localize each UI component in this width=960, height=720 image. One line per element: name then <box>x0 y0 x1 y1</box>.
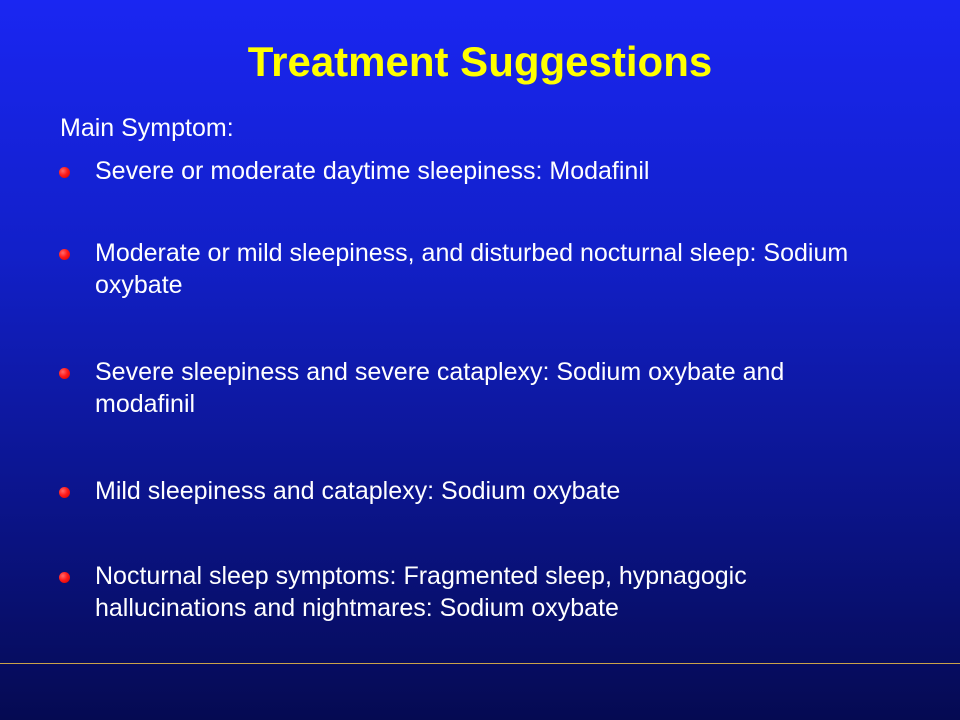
slide-title: Treatment Suggestions <box>247 38 713 85</box>
bullet-item <box>52 237 882 301</box>
red-dot-bullet-icon <box>59 368 70 379</box>
red-dot-bullet-icon <box>59 249 70 260</box>
bullet-text: Moderate or mild sleepiness, and disturbed nocturnal sleep: Sodium oxybate <box>95 239 849 299</box>
slide-subtitle: Main Symptom: <box>60 114 234 142</box>
red-dot-bullet-icon <box>59 572 70 583</box>
bullet-text: Severe sleepiness and severe cataplexy: Sodium oxybate and modafinil <box>95 358 785 418</box>
bullet-item <box>52 356 882 420</box>
footer-divider <box>0 663 960 664</box>
red-dot-bullet-icon <box>59 167 70 178</box>
red-dot-bullet-icon <box>59 487 70 498</box>
bullet-item <box>52 155 882 187</box>
bullet-text: Severe or moderate daytime sleepiness: Modafinil <box>95 157 650 185</box>
bullet-text: Mild sleepiness and cataplexy: Sodium oxybate <box>95 477 621 505</box>
bullet-text: Nocturnal sleep symptoms: Fragmented sleep, hypnagogic hallucinations and nightmares: Sodium oxybate <box>95 562 747 622</box>
bullet-item <box>52 475 882 507</box>
bullet-item <box>52 560 882 624</box>
